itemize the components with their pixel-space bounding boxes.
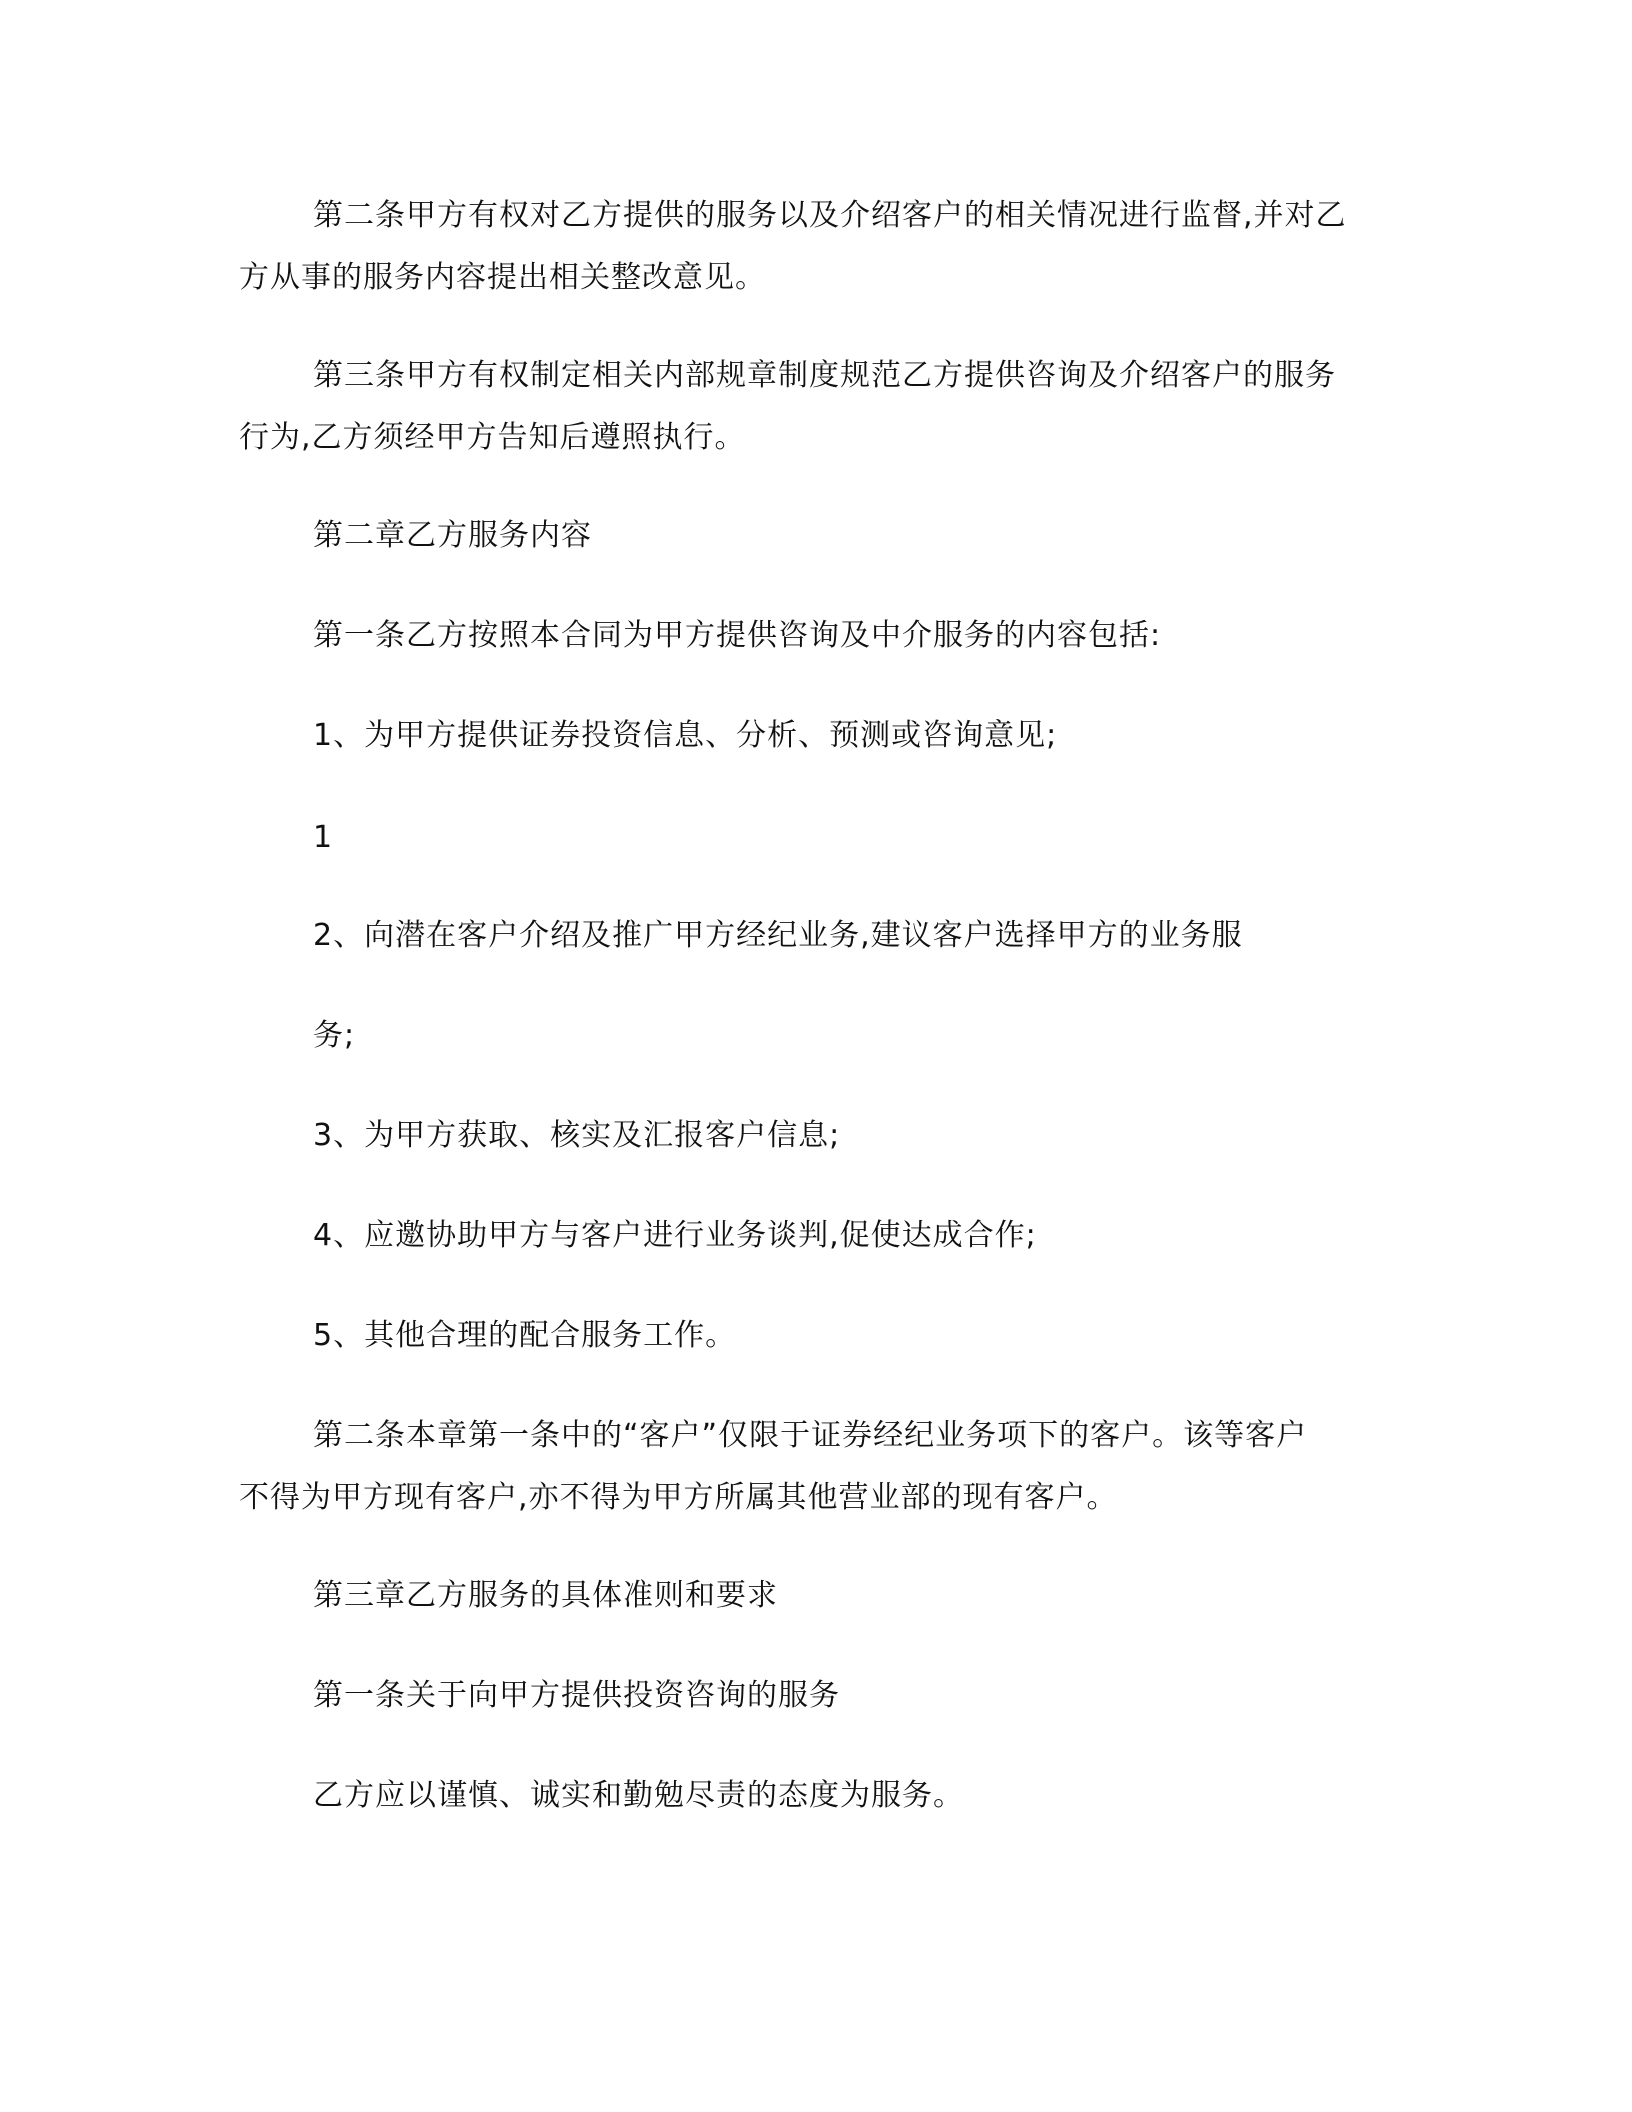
chapter-3-article-1: 第一条关于向甲方提供投资咨询的服务 [313,1678,840,1713]
page-number: 1 [313,820,334,855]
article-3-line-2: 行为,乙方须经甲方告知后遵照执行。 [239,420,746,455]
list-item-4: 4、应邀协助甲方与客户进行业务谈判,促使达成合作; [313,1218,1037,1253]
chapter-2-article-2-line-1: 第二条本章第一条中的“客户”仅限于证券经纪业务项下的客户。该等客户 [313,1418,1308,1453]
chapter-2-article-1: 第一条乙方按照本合同为甲方提供咨询及中介服务的内容包括: [313,618,1162,653]
article-2-line-1: 第二条甲方有权对乙方提供的服务以及介绍客户的相关情况进行监督,并对乙 [313,198,1347,233]
list-item-2-line-1: 2、向潜在客户介绍及推广甲方经纪业务,建议客户选择甲方的业务服 [313,918,1243,953]
chapter-3-heading: 第三章乙方服务的具体准则和要求 [313,1578,778,1613]
chapter-2-heading: 第二章乙方服务内容 [313,518,592,553]
list-item-3: 3、为甲方获取、核实及汇报客户信息; [313,1118,841,1153]
article-3-line-1: 第三条甲方有权制定相关内部规章制度规范乙方提供咨询及介绍客户的服务 [313,358,1336,393]
chapter-2-article-2-line-2: 不得为甲方现有客户,亦不得为甲方所属其他营业部的现有客户。 [239,1480,1118,1515]
list-item-2-line-2: 务; [313,1018,356,1053]
article-2-line-2: 方从事的服务内容提出相关整改意见。 [239,260,766,295]
list-item-1: 1、为甲方提供证券投资信息、分析、预测或咨询意见; [313,718,1058,753]
chapter-3-article-1-body: 乙方应以谨慎、诚实和勤勉尽责的态度为服务。 [313,1778,964,1813]
list-item-5: 5、其他合理的配合服务工作。 [313,1318,737,1353]
